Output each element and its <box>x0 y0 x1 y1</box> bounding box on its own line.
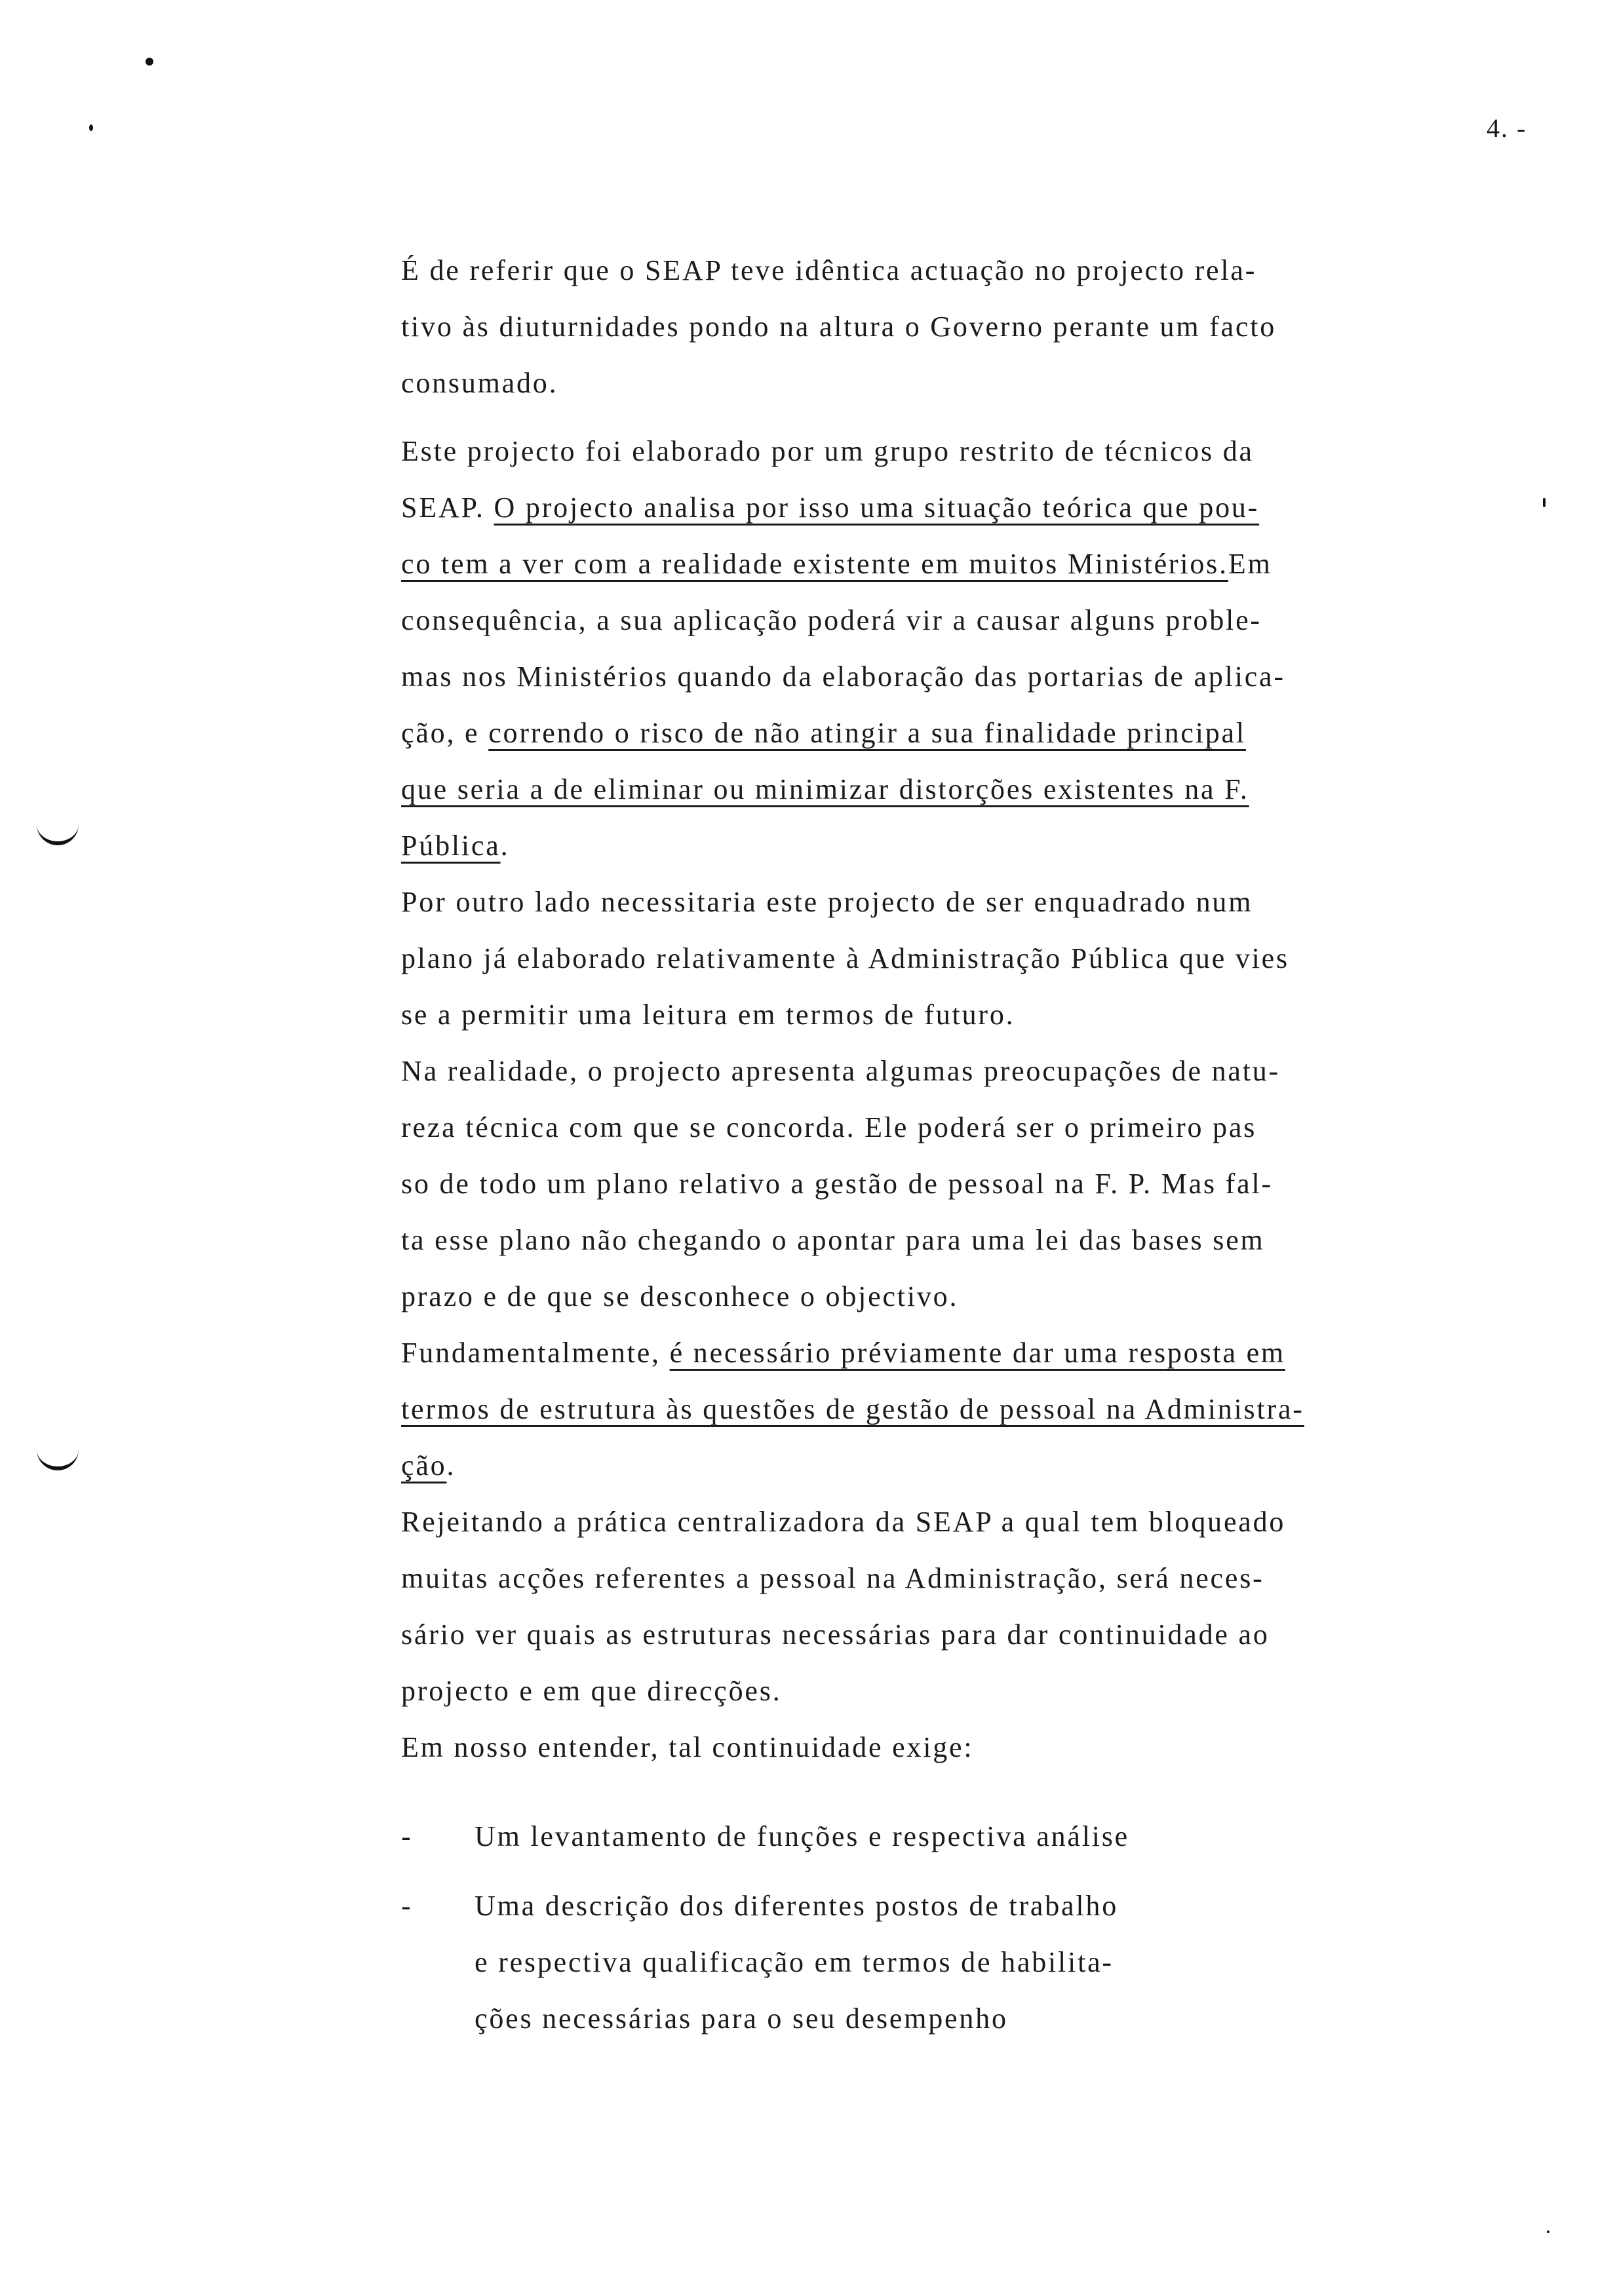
text-line <box>401 1494 1568 1550</box>
list-item-text <box>475 1808 1129 1865</box>
text-line <box>401 1269 1568 1325</box>
dash-bullet: - <box>401 1890 413 1922</box>
paragraph <box>401 1719 1568 1776</box>
text-line <box>401 1043 1568 1100</box>
underlined-text: Pública <box>401 830 501 862</box>
paragraph <box>401 874 1568 1043</box>
text-segment: ta esse plano não chegando o apontar para uma lei das bases sem <box>401 1224 1265 1256</box>
text-line <box>401 1607 1568 1663</box>
text-line <box>401 1719 1568 1776</box>
text-segment: consequência, a sua aplicação poderá vir a causar alguns proble- <box>401 604 1262 636</box>
text-line <box>401 1663 1568 1719</box>
margin-speck-mark <box>1547 2230 1549 2233</box>
text-segment: plano já elaborado relativamente à Administração Pública que vies <box>401 942 1289 974</box>
body-text <box>401 242 1568 1776</box>
underlined-text: é necessário préviamente dar uma resposta em <box>669 1337 1285 1369</box>
text-line <box>401 1550 1568 1607</box>
text-line <box>401 299 1568 355</box>
text-line <box>401 480 1568 536</box>
text-segment: Por outro lado necessitaria este projecto de ser enquadrado num <box>401 886 1253 918</box>
text-line: Um levantamento de funções e respectiva análise <box>475 1820 1130 1852</box>
requirements-list <box>401 1808 1568 2060</box>
text-segment: SEAP. <box>401 491 494 524</box>
page-number: 4. - <box>1487 113 1527 143</box>
text-line <box>401 818 1568 874</box>
text-segment: É de referir que o SEAP teve idêntica actuação no projecto rela- <box>401 254 1257 286</box>
list-item <box>401 1808 1568 1865</box>
text-line: ções necessárias para o seu desempenho <box>475 2002 1008 2035</box>
text-line <box>401 761 1568 818</box>
paragraph <box>401 1043 1568 1325</box>
text-segment: Na realidade, o projecto apresenta algumas preocupações de natu- <box>401 1055 1280 1087</box>
text-segment: projecto e em que direcções. <box>401 1675 782 1707</box>
text-segment: Rejeitando a prática centralizadora da SEAP a qual tem bloqueado <box>401 1506 1286 1538</box>
text-segment: Em <box>1228 548 1272 580</box>
paragraph <box>401 1494 1568 1719</box>
underlined-text: O projecto analisa por isso uma situação teórica que pou- <box>494 491 1260 524</box>
text-segment: tivo às diuturnidades pondo na altura o Governo perante um facto <box>401 311 1277 343</box>
paragraph <box>401 423 1568 874</box>
underlined-text: co tem a ver com a realidade existente em muitos Ministérios. <box>401 548 1228 580</box>
text-segment: muitas acções referentes a pessoal na Administração, será neces- <box>401 1562 1264 1594</box>
text-segment: so de todo um plano relativo a gestão de pessoal na F. P. Mas fal- <box>401 1168 1273 1200</box>
text-line <box>401 1156 1568 1212</box>
margin-bracket-mark <box>37 823 79 845</box>
underlined-text: termos de estrutura às questões de gestão de pessoal na Administra- <box>401 1393 1304 1425</box>
text-segment: consumado. <box>401 367 558 399</box>
text-segment: mas nos Ministérios quando da elaboração das portarias de aplica- <box>401 660 1285 693</box>
text-line: e respectiva qualificação em termos de habilita- <box>475 1946 1114 1978</box>
list-item <box>401 1878 1568 2047</box>
text-line <box>401 987 1568 1043</box>
text-line <box>401 705 1568 761</box>
text-segment: Fundamentalmente, <box>401 1337 670 1369</box>
margin-tick-mark <box>89 124 93 131</box>
text-line <box>401 355 1568 411</box>
underlined-text: correndo o risco de não atingir a sua finalidade principal <box>488 717 1246 749</box>
text-line <box>401 536 1568 592</box>
text-segment: reza técnica com que se concorda. Ele poderá ser o primeiro pas <box>401 1111 1257 1143</box>
text-line <box>401 1100 1568 1156</box>
text-line <box>401 649 1568 705</box>
text-line <box>401 874 1568 930</box>
text-line: Uma descrição dos diferentes postos de trabalho <box>475 1890 1118 1922</box>
text-line <box>401 930 1568 987</box>
text-segment: se a permitir uma leitura em termos de futuro. <box>401 999 1015 1031</box>
text-line <box>401 1381 1568 1438</box>
text-segment: . <box>500 830 510 862</box>
underlined-text: que seria a de eliminar ou minimizar distorções existentes na F. <box>401 773 1249 805</box>
text-segment: sário ver quais as estruturas necessárias para dar continuidade ao <box>401 1618 1270 1651</box>
text-line <box>401 242 1568 299</box>
text-line <box>401 592 1568 649</box>
text-line <box>401 423 1568 480</box>
text-segment: Este projecto foi elaborado por um grupo restrito de técnicos da <box>401 435 1254 467</box>
paragraph <box>401 242 1568 411</box>
text-line <box>401 1212 1568 1269</box>
text-segment: ção, e <box>401 717 489 749</box>
dash-bullet: - <box>401 1820 413 1852</box>
text-segment: . <box>446 1449 456 1482</box>
text-line <box>401 1325 1568 1381</box>
margin-dot-mark <box>146 58 153 66</box>
margin-bracket-mark <box>37 1448 79 1470</box>
underlined-text: ção <box>401 1449 447 1482</box>
text-segment: Em nosso entender, tal continuidade exige: <box>401 1731 974 1763</box>
paragraph <box>401 1325 1568 1494</box>
list-item-text <box>475 1878 1118 2047</box>
text-line <box>401 1438 1568 1494</box>
text-segment: prazo e de que se desconhece o objectivo. <box>401 1280 959 1312</box>
